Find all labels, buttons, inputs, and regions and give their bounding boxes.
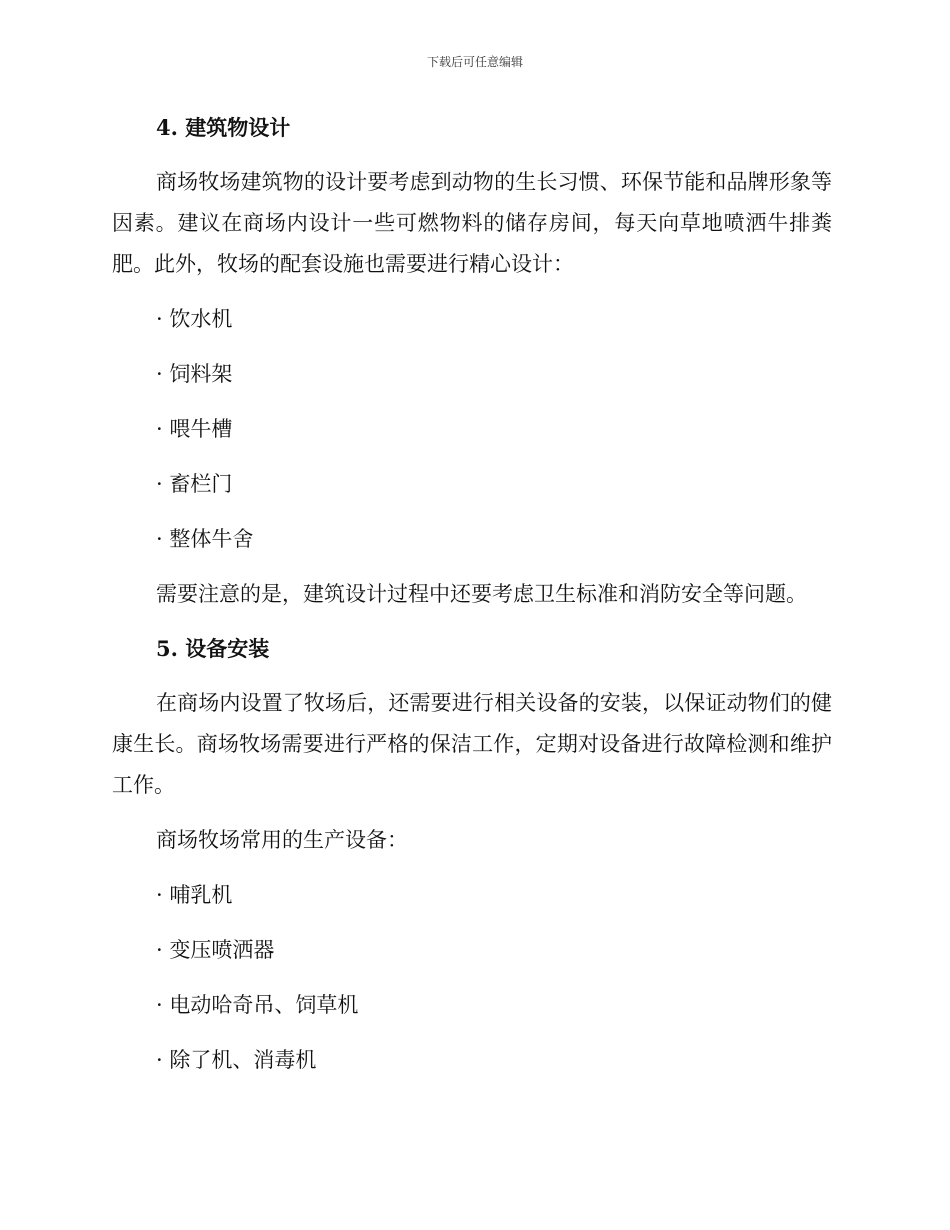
list-item: · 电动哈奇吊、饲草机	[156, 993, 359, 1017]
section-4-note: 需要注意的是，建筑设计过程中还要考虑卫生标准和消防安全等问题。	[156, 582, 807, 606]
section-4-heading: 4. 建筑物设计	[156, 115, 291, 140]
list-item: · 饮水机	[156, 307, 233, 331]
section-5-heading: 5. 设备安装	[156, 636, 270, 661]
section-5-paragraph: 在商场内设置了牧场后，还需要进行相关设备的安装，以保证动物们的健康生长。商场牧场需要进行严格的保洁工作，定期对设备进行故障检测和维护工作。	[112, 691, 832, 797]
section-5-equipment-intro: 商场牧场常用的生产设备：	[156, 828, 408, 852]
list-item: · 变压喷洒器	[156, 938, 275, 962]
list-item: · 哺乳机	[156, 883, 233, 907]
section-4-paragraph: 商场牧场建筑物的设计要考虑到动物的生长习惯、环保节能和品牌形象等因素。建议在商场内设计一些可燃物料的储存房间，每天向草地喷洒牛排粪肥。此外，牧场的配套设施也需要进行精心设计：	[112, 170, 832, 276]
list-item: · 饲料架	[156, 362, 233, 386]
list-item: · 整体牛舍	[156, 527, 254, 551]
list-item: · 喂牛槽	[156, 417, 233, 441]
document-body	[112, 108, 832, 1081]
list-item: · 畜栏门	[156, 472, 233, 496]
page-header: 下载后可任意编辑	[426, 55, 523, 69]
list-item: · 除了机、消毒机	[156, 1048, 317, 1072]
